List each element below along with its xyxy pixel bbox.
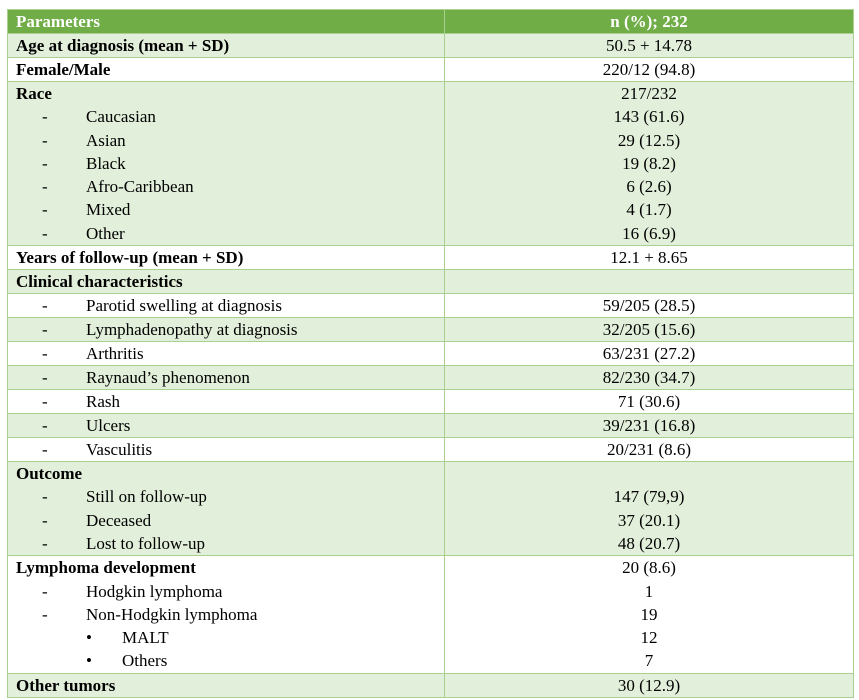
list-item-value: 4 (1.7) [626, 200, 672, 220]
list-item-value: 48 (20.7) [617, 533, 681, 553]
row-value: 71 (30.6) [445, 390, 854, 414]
table-row-age [8, 34, 854, 58]
list-item-value: 19 (8.2) [622, 153, 676, 173]
row-value: 50.5 + 14.78 [445, 34, 854, 58]
row-value: 59/205 (28.5) [445, 294, 854, 318]
list-item: - Other [42, 223, 125, 243]
outcome-labels [8, 462, 445, 556]
lymphoma-values [445, 556, 854, 673]
table-row [8, 414, 854, 438]
row-value: 12.1 + 8.65 [445, 246, 854, 270]
row-value: 20/231 (8.6) [445, 438, 854, 462]
table-row [8, 294, 854, 318]
row-label: Race [16, 84, 52, 103]
row-label: - Lymphadenopathy at diagnosis [8, 318, 445, 342]
list-item: • Others [16, 649, 444, 672]
row-label: Clinical characteristics [8, 270, 445, 294]
table-row [8, 390, 854, 414]
outcome-values [445, 462, 854, 556]
row-value: 32/205 (15.6) [445, 318, 854, 342]
list-item-value: 1 [644, 581, 654, 601]
table-header-row [8, 10, 854, 34]
list-item-value: 147 (79,9) [613, 487, 685, 507]
row-label: Other tumors [8, 673, 445, 697]
list-item: • MALT [16, 626, 444, 649]
list-item: - Non-Hodgkin lymphoma [42, 604, 258, 624]
list-item-value: 37 (20.1) [617, 510, 681, 530]
row-label: - Parotid swelling at diagnosis [8, 294, 445, 318]
row-label: Outcome [16, 464, 83, 484]
list-item: - Caucasian [42, 107, 156, 127]
list-item: - Asian [42, 130, 126, 150]
list-item-value: 12 [640, 628, 658, 648]
bullet-icon: • [86, 651, 92, 671]
race-labels [8, 82, 445, 246]
row-value [445, 270, 854, 294]
list-item: - Hodgkin lymphoma [42, 581, 223, 601]
header-parameters: Parameters [8, 10, 445, 34]
list-item: - Mixed [42, 200, 131, 220]
row-label: Age at diagnosis (mean + SD) [8, 34, 445, 58]
row-label: Years of follow-up (mean + SD) [8, 246, 445, 270]
row-value: 217/232 [621, 84, 677, 103]
list-item: - Afro-Caribbean [42, 177, 194, 197]
table-row-followup [8, 246, 854, 270]
race-values [445, 82, 854, 246]
lymphoma-labels [8, 556, 445, 673]
table-row-race [8, 82, 854, 246]
table-row [8, 366, 854, 390]
row-label: - Vasculitis [8, 438, 445, 462]
row-value: 63/231 (27.2) [445, 342, 854, 366]
list-item-value: 6 (2.6) [626, 177, 672, 197]
list-item: - Still on follow-up [42, 487, 207, 507]
table-row-outcome [8, 462, 854, 556]
row-label: - Ulcers [8, 414, 445, 438]
row-value: 20 (8.6) [622, 558, 676, 578]
list-item: - Deceased [42, 510, 152, 530]
list-item-value: 29 (12.5) [617, 130, 681, 150]
table-row-clinical-header [8, 270, 854, 294]
row-value: 30 (12.9) [445, 673, 854, 697]
row-label: Female/Male [8, 58, 445, 82]
header-count: n (%); 232 [445, 10, 854, 34]
table-row-sex [8, 58, 854, 82]
row-label: - Arthritis [8, 342, 445, 366]
row-label: - Rash [8, 390, 445, 414]
bullet-icon: • [86, 628, 92, 648]
row-label: Lymphoma development [16, 558, 196, 578]
table-row [8, 342, 854, 366]
row-value: 39/231 (16.8) [445, 414, 854, 438]
list-item: - Lost to follow-up [42, 533, 205, 553]
list-item-value: 16 (6.9) [622, 223, 676, 243]
row-value: 82/230 (34.7) [445, 366, 854, 390]
list-item: - Black [42, 153, 126, 173]
table-row [8, 318, 854, 342]
table-row [8, 438, 854, 462]
row-value: 220/12 (94.8) [445, 58, 854, 82]
list-item-value: 143 (61.6) [613, 107, 685, 127]
parameters-table [7, 9, 854, 698]
table-row-lymphoma [8, 556, 854, 673]
row-label: - Raynaud’s phenomenon [8, 366, 445, 390]
table-row-tumors [8, 673, 854, 697]
list-item-value: 7 [644, 651, 654, 671]
list-item-value: 19 [640, 604, 658, 624]
